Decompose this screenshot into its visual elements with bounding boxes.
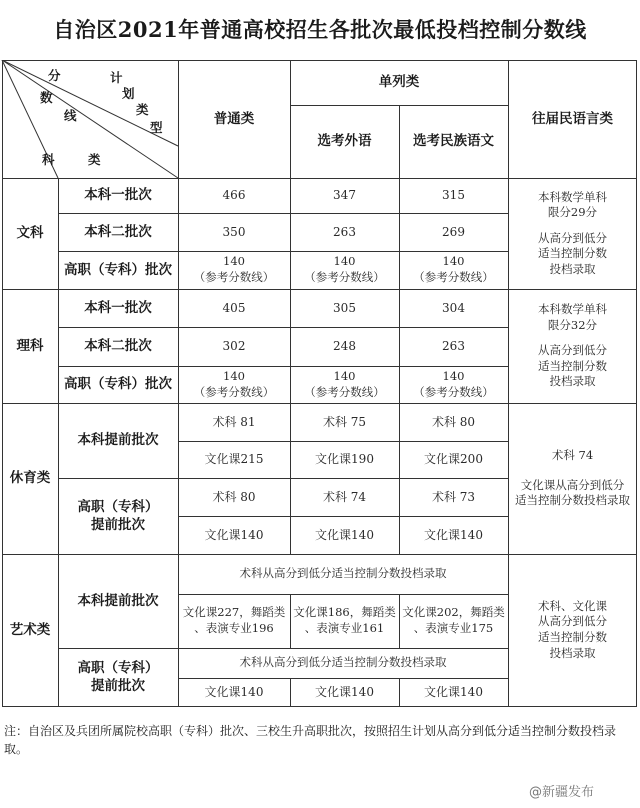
score-cell: 347 bbox=[333, 188, 356, 203]
wangjie-text: 文化课从高分到低分 bbox=[520, 477, 625, 492]
score-value: 140 bbox=[442, 254, 465, 269]
batch-label: 高职（专科）批次 bbox=[64, 376, 172, 393]
score-cell: 文化课140 bbox=[204, 684, 264, 699]
wangjie-text: 本科数学单科 bbox=[538, 189, 607, 204]
score-cell-merged: 术科从高分到低分适当控制分数投档录取 bbox=[239, 566, 447, 581]
score-cell: 文化课140 bbox=[315, 527, 374, 542]
category-yishu: 艺术类 bbox=[9, 621, 51, 638]
score-value: 140 bbox=[333, 254, 356, 269]
score-text: 、表演专业175 bbox=[413, 621, 494, 635]
header-diag-shu: 数 bbox=[40, 90, 53, 105]
score-note: （参考分数线） bbox=[304, 384, 385, 399]
score-cell: 文化课140 bbox=[424, 684, 483, 699]
wangjie-text: 限分29分 bbox=[547, 205, 598, 220]
header-wangjie: 往届民语言类 bbox=[532, 110, 613, 127]
score-text: 、表演专业161 bbox=[304, 621, 385, 635]
header-diag-ji: 计 bbox=[110, 70, 123, 85]
score-value: 140 bbox=[442, 368, 465, 383]
score-cell bbox=[178, 251, 290, 289]
score-cell: 405 bbox=[222, 300, 246, 315]
header-diag-xing: 型 bbox=[150, 120, 163, 135]
wangjie-text: 限分32分 bbox=[547, 317, 598, 332]
score-note: （参考分数线） bbox=[193, 384, 275, 399]
batch-label bbox=[58, 478, 178, 554]
footnote: 注：自治区及兵团所属院校高职（专科）批次、三校生升高职批次，按照招生计划从高分到低分适当控制分数投档录取。 bbox=[4, 724, 617, 756]
score-cell: 350 bbox=[222, 224, 246, 239]
batch-label: 本科二批次 bbox=[84, 223, 152, 240]
score-note: （参考分数线） bbox=[304, 270, 385, 284]
wangjie-text: 从高分到低分 bbox=[538, 230, 607, 245]
score-note: （参考分数线） bbox=[413, 384, 494, 399]
batch-label-line: 高职（专科） bbox=[77, 659, 159, 676]
score-cell bbox=[399, 594, 508, 648]
score-cell: 文化课200 bbox=[424, 452, 483, 467]
header-diag-lei2: 类 bbox=[88, 152, 101, 167]
batch-label: 本科一批次 bbox=[84, 187, 152, 204]
header-diag-lei: 类 bbox=[136, 102, 149, 117]
score-text: 文化课202，舞蹈类 bbox=[402, 605, 505, 620]
wangjie-wenke bbox=[508, 178, 637, 289]
wangjie-text: 适当控制分数 bbox=[538, 630, 607, 644]
watermark: @新疆发布 bbox=[528, 785, 594, 800]
score-text: 、表演专业196 bbox=[194, 621, 274, 635]
score-cell-merged: 术科从高分到低分适当控制分数投档录取 bbox=[239, 655, 447, 670]
wangjie-yishu bbox=[508, 554, 637, 706]
batch-label: 本科提前批次 bbox=[77, 432, 159, 449]
score-value: 140 bbox=[333, 368, 356, 383]
score-cell bbox=[290, 366, 399, 403]
score-cell: 术科 75 bbox=[322, 414, 367, 429]
score-note: （参考分数线） bbox=[413, 270, 494, 284]
batch-label: 本科二批次 bbox=[84, 338, 152, 355]
score-cell bbox=[178, 594, 290, 648]
score-cell bbox=[399, 366, 508, 403]
category-tiyu: 休育类 bbox=[9, 470, 51, 487]
batch-label-line: 提前批次 bbox=[91, 517, 145, 533]
score-cell: 术科 74 bbox=[322, 489, 367, 504]
wangjie-text: 从高分到低分 bbox=[538, 614, 607, 629]
score-cell: 术科 80 bbox=[212, 489, 256, 504]
header-diag-ke: 科 bbox=[42, 152, 55, 167]
wangjie-text: 术科 74 bbox=[551, 448, 594, 463]
score-cell bbox=[178, 366, 290, 403]
wangjie-text: 适当控制分数 bbox=[538, 246, 607, 261]
header-diag-xian: 线 bbox=[64, 108, 77, 123]
score-cell bbox=[290, 594, 399, 648]
score-cell bbox=[399, 251, 508, 289]
header-putong: 普通类 bbox=[213, 110, 255, 127]
category-wenke: 文科 bbox=[16, 225, 44, 242]
header-xuankao-waiyu: 选考外语 bbox=[317, 133, 372, 150]
score-cell: 305 bbox=[333, 300, 356, 315]
batch-label: 高职（专科）批次 bbox=[64, 261, 172, 278]
page-title: 自治区2021年普通高校招生各批次最低投档控制分数线 bbox=[53, 17, 587, 42]
score-cell: 文化课190 bbox=[315, 452, 374, 467]
wangjie-text: 投档录取 bbox=[549, 374, 596, 389]
score-cell bbox=[290, 251, 399, 289]
score-cell: 术科 73 bbox=[431, 489, 476, 504]
score-note: （参考分数线） bbox=[193, 270, 275, 284]
score-cell: 269 bbox=[442, 224, 465, 239]
wangjie-text: 从高分到低分 bbox=[538, 343, 607, 358]
score-value: 140 bbox=[223, 368, 245, 383]
wangjie-text: 术科、文化课 bbox=[538, 598, 607, 613]
batch-label: 本科提前批次 bbox=[77, 592, 159, 609]
batch-label: 本科一批次 bbox=[84, 299, 152, 316]
score-table bbox=[0, 60, 640, 708]
score-cell: 315 bbox=[442, 188, 465, 203]
wangjie-tiyu bbox=[508, 403, 637, 554]
header-diag-hua: 划 bbox=[122, 86, 135, 101]
score-cell: 术科 81 bbox=[212, 414, 256, 429]
score-cell: 文化课215 bbox=[204, 452, 264, 467]
wangjie-like bbox=[508, 289, 637, 403]
wangjie-text: 适当控制分数投档录取 bbox=[515, 493, 630, 508]
score-cell: 文化课140 bbox=[315, 684, 374, 699]
wangjie-text: 本科数学单科 bbox=[538, 302, 607, 317]
category-like: 理科 bbox=[16, 337, 44, 354]
score-text: 文化课186，舞蹈类 bbox=[293, 605, 396, 620]
score-cell: 263 bbox=[333, 224, 356, 239]
score-cell: 文化课140 bbox=[424, 527, 483, 542]
wangjie-text: 投档录取 bbox=[549, 645, 596, 660]
score-cell: 248 bbox=[333, 339, 356, 354]
score-value: 140 bbox=[223, 254, 245, 269]
score-cell: 术科 80 bbox=[431, 414, 476, 429]
batch-label-line: 高职（专科） bbox=[77, 498, 159, 515]
score-cell: 263 bbox=[442, 339, 465, 354]
score-cell: 文化课140 bbox=[204, 527, 264, 542]
wangjie-text: 投档录取 bbox=[549, 261, 596, 276]
batch-label-line: 提前批次 bbox=[91, 678, 145, 694]
header-danlie: 单列类 bbox=[378, 74, 420, 91]
header-diag-fen: 分 bbox=[48, 68, 61, 83]
header-xuankao-minzu: 选考民族语文 bbox=[413, 133, 494, 150]
score-cell: 302 bbox=[222, 339, 246, 354]
batch-label bbox=[58, 648, 178, 706]
wangjie-text: 适当控制分数 bbox=[538, 358, 607, 373]
score-text: 文化课227，舞蹈类 bbox=[182, 605, 286, 620]
score-cell: 466 bbox=[222, 188, 246, 203]
score-cell: 304 bbox=[442, 300, 465, 315]
